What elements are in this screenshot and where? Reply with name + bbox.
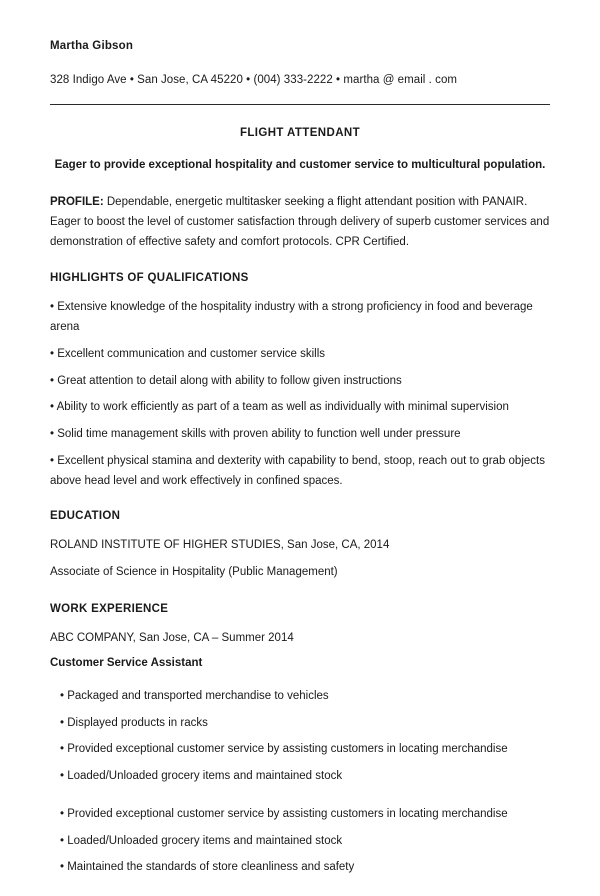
work-company: ABC COMPANY, San Jose, CA – Summer 2014: [50, 632, 294, 645]
applicant-name: Martha Gibson: [50, 40, 134, 52]
list-item: • Loaded/Unloaded grocery items and maintained stock: [60, 834, 343, 847]
section-heading-work-experience: WORK EXPERIENCE: [50, 603, 169, 616]
section-heading-education: EDUCATION: [50, 509, 121, 522]
profile-text: Dependable, energetic multitasker seeking a flight attendant position with PANAIR. Eager to boost the level of customer satisfaction through delivery of superb customer services and demonstration of effective safety and comfort protocols. CPR Certified.: [50, 196, 550, 248]
list-item: • Displayed products in racks: [60, 716, 208, 729]
education-school: ROLAND INSTITUTE OF HIGHER STUDIES, San Jose, CA, 2014: [50, 538, 390, 551]
list-item: • Provided exceptional customer service by assisting customers in locating merchandise: [60, 807, 508, 820]
highlights-list: [50, 298, 550, 491]
profile-paragraph: [50, 193, 550, 252]
list-item: • Solid time management skills with proven ability to function well under pressure: [50, 428, 461, 441]
list-item: • Excellent communication and customer service skills: [50, 347, 326, 360]
list-item: • Ability to work efficiently as part of a team as well as individually with minimal supervision: [50, 401, 509, 414]
list-item: • Maintained the standards of store cleanliness and safety: [60, 861, 355, 874]
objective-statement: Eager to provide exceptional hospitality and customer service to multicultural population.: [54, 159, 546, 171]
list-item: • Packaged and transported merchandise to vehicles: [60, 689, 329, 702]
list-item: • Provided exceptional customer service by assisting customers in locating merchandise: [60, 743, 508, 756]
list-item: • Extensive knowledge of the hospitality industry with a strong proficiency in food and beverage arena: [50, 301, 533, 334]
job-title: FLIGHT ATTENDANT: [239, 127, 361, 139]
education-block: [50, 536, 550, 584]
work-role: Customer Service Assistant: [50, 656, 203, 669]
section-heading-highlights: HIGHLIGHTS OF QUALIFICATIONS: [50, 272, 249, 285]
resume-content: [50, 40, 550, 896]
list-item: • Loaded/Unloaded grocery items and maintained stock: [60, 770, 343, 783]
contact-line: 328 Indigo Ave • San Jose, CA 45220 • (004) 333-2222 • martha @ email . com: [50, 74, 458, 86]
education-degree: Associate of Science in Hospitality (Public Management): [50, 566, 338, 579]
list-item: • Great attention to detail along with ability to follow given instructions: [50, 374, 402, 387]
header-divider: [50, 104, 550, 105]
list-item: • Excellent physical stamina and dexterity with capability to bend, stoop, reach out to grab objects above head level and work effectively in confined spaces.: [50, 454, 545, 487]
profile-label: PROFILE:: [50, 196, 104, 209]
work-duties-list-2: [50, 805, 550, 878]
work-duties-list-1: [50, 687, 550, 787]
